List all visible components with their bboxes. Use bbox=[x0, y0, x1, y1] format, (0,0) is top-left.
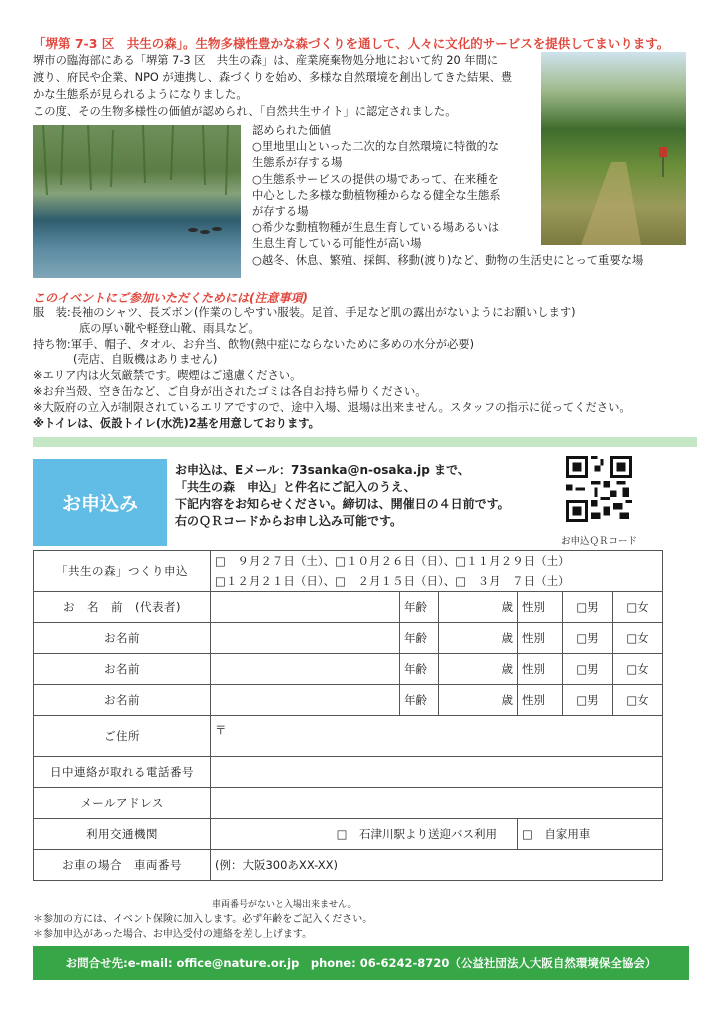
value-line: 生態系が存する場 bbox=[252, 156, 343, 170]
apply-line: 右のＱＲコードからお申し込み可能です。 bbox=[175, 514, 403, 528]
section-divider bbox=[33, 437, 697, 447]
notice-line: 底の厚い靴や軽登山靴、雨具など。 bbox=[79, 321, 260, 335]
participant-row bbox=[34, 654, 663, 685]
sex-label: 性別 bbox=[518, 592, 563, 623]
email-row bbox=[34, 788, 663, 819]
age-field[interactable]: 歳 bbox=[439, 592, 518, 623]
male-checkbox[interactable]: □男 bbox=[563, 685, 613, 716]
representative-row bbox=[34, 592, 663, 623]
apply-instructions bbox=[175, 462, 510, 530]
address-label: ご住所 bbox=[34, 716, 211, 757]
car-row bbox=[34, 850, 663, 881]
representative-label: お 名 前 (代表者) bbox=[34, 592, 211, 623]
bus-checkbox[interactable]: □ 石津川駅より送迎バス利用 bbox=[211, 819, 518, 850]
apply-line: 下記内容をお知らせください。締切は、開催日の４日前です。 bbox=[175, 497, 510, 511]
intro-line: 堺市の臨海部にある「堺第 7-3 区 共生の森」は、産業廃棄物処分地において約 20 年間に bbox=[33, 54, 499, 67]
phone-label: 日中連絡が取れる電話番号 bbox=[34, 757, 211, 788]
value-line: ○生態系サービスの提供の場であって、在来種を bbox=[252, 172, 499, 186]
name-field[interactable] bbox=[211, 623, 400, 654]
notice-line: 持ち物:軍手、帽子、タオル、お弁当、飲物(熱中症にならないために多めの水分が必要) bbox=[33, 337, 475, 351]
name-label: お名前 bbox=[34, 623, 211, 654]
female-checkbox[interactable]: □女 bbox=[613, 654, 663, 685]
note-line: ＊参加の方には、イベント保険に加入します。必ず年齢をご記入ください。 bbox=[33, 914, 373, 925]
value-line: 生息生育している可能性が高い場 bbox=[252, 237, 422, 251]
notice-line: ※エリア内は火気厳禁です。喫煙はご遠慮ください。 bbox=[33, 369, 302, 383]
pond-photo bbox=[33, 125, 241, 278]
age-field[interactable]: 歳 bbox=[439, 654, 518, 685]
car-footnote: 車両番号がないと入場出来ません。 bbox=[212, 900, 357, 910]
notice-line: ※お弁当殻、空き缶など、ご自身が出されたゴミは各自お持ち帰りください。 bbox=[33, 384, 427, 398]
age-label: 年齢 bbox=[400, 685, 439, 716]
age-label: 年齢 bbox=[400, 654, 439, 685]
recognized-values bbox=[252, 123, 682, 269]
male-checkbox[interactable]: □男 bbox=[563, 592, 613, 623]
application-notes bbox=[33, 912, 372, 942]
male-checkbox[interactable]: □男 bbox=[563, 623, 613, 654]
female-checkbox[interactable]: □女 bbox=[613, 623, 663, 654]
phone-row bbox=[34, 757, 663, 788]
transport-label: 利用交通機関 bbox=[34, 819, 211, 850]
email-label: メールアドレス bbox=[34, 788, 211, 819]
participant-row bbox=[34, 685, 663, 716]
address-row bbox=[34, 716, 663, 757]
values-heading: 認められた価値 bbox=[252, 124, 332, 137]
qr-caption: お申込ＱＲコード bbox=[561, 536, 638, 547]
sex-label: 性別 bbox=[518, 623, 563, 654]
phone-field[interactable] bbox=[211, 757, 663, 788]
value-line: ○越冬、休息、繁殖、採餌、移動(渡り)など、動物の生活史にとって重要な場 bbox=[252, 253, 644, 267]
notice-line: 服 装:長袖のシャツ、長ズボン(作業のしやすい服装。足首、手足など肌の露出がないようにお願いします) bbox=[33, 306, 576, 319]
transport-row bbox=[34, 819, 663, 850]
age-label: 年齢 bbox=[400, 623, 439, 654]
application-form bbox=[33, 550, 663, 881]
intro-line: 渡り、府民や企業、NPO が連携し、森づくりを始め、多様な自然環境を創出してきた結果、豊 bbox=[33, 71, 513, 84]
qr-code[interactable] bbox=[566, 456, 632, 522]
participant-row bbox=[34, 623, 663, 654]
value-line: が存する場 bbox=[252, 205, 309, 219]
notice-title: このイベントにご参加いただくためには(注意事項) bbox=[33, 291, 308, 305]
male-checkbox[interactable]: □男 bbox=[563, 654, 613, 685]
notice-list bbox=[33, 305, 703, 431]
event-label: 「共生の森」つくり申込 bbox=[34, 551, 211, 592]
age-label: 年齢 bbox=[400, 592, 439, 623]
name-field[interactable] bbox=[211, 654, 400, 685]
notice-line: ※大阪府の立入が制限されているエリアですので、途中入場、退場は出来ません。スタッフの指示に従ってください。 bbox=[33, 400, 631, 414]
date-option-line[interactable]: □１２月２１日（日）、□ ２月１５日（日）、□ ３月 ７日（土） bbox=[215, 574, 570, 588]
age-field[interactable]: 歳 bbox=[439, 623, 518, 654]
representative-name-field[interactable] bbox=[211, 592, 400, 623]
car-checkbox[interactable]: □ 自家用車 bbox=[518, 819, 663, 850]
sex-label: 性別 bbox=[518, 654, 563, 685]
apply-header: お申込み bbox=[33, 459, 167, 546]
intro-text bbox=[33, 52, 533, 120]
apply-line: お申込は、Eメール：73sanka@n-osaka.jp まで、 bbox=[175, 463, 470, 477]
female-checkbox[interactable]: □女 bbox=[613, 592, 663, 623]
contact-bar: お問合せ先:e-mail: office@nature.or.jp phone: 06-6242-8720（公益社団法人大阪自然環境保全協会） bbox=[33, 946, 689, 980]
email-field[interactable] bbox=[211, 788, 663, 819]
name-label: お名前 bbox=[34, 685, 211, 716]
apply-line: 「共生の森 申込」と件名にご記入のうえ、 bbox=[175, 480, 416, 494]
value-line: ○希少な動植物種が生息生育している場あるいは bbox=[252, 221, 500, 235]
address-field[interactable]: 〒 bbox=[211, 716, 663, 757]
name-field[interactable] bbox=[211, 685, 400, 716]
notice-line: ※トイレは、仮設トイレ(水洗)2基を用意しております。 bbox=[33, 416, 320, 430]
date-options[interactable] bbox=[211, 551, 663, 592]
age-field[interactable]: 歳 bbox=[439, 685, 518, 716]
sex-label: 性別 bbox=[518, 685, 563, 716]
date-option-line[interactable]: □ ９月２７日（土）、□１０月２６日（日）、□１１月２９日（土） bbox=[215, 554, 570, 568]
intro-line: この度、その生物多様性の価値が認められ、「自然共生サイト」に認定されました。 bbox=[33, 105, 457, 118]
event-row bbox=[34, 551, 663, 592]
value-line: ○里地里山といった二次的な自然環境に特徴的な bbox=[252, 140, 500, 154]
female-checkbox[interactable]: □女 bbox=[613, 685, 663, 716]
notice-line: (売店、自販機はありません) bbox=[73, 353, 218, 367]
page-title: 「堺第 7-3 区 共生の森」。生物多様性豊かな森づくりを通して、人々に文化的サービスを提供してまいります。 bbox=[33, 36, 670, 51]
car-number-field[interactable]: (例：大阪300あXX-XX) bbox=[211, 850, 663, 881]
name-label: お名前 bbox=[34, 654, 211, 685]
intro-line: かな生態系が見られるようになりました。 bbox=[33, 88, 248, 101]
note-line: ＊参加申込があった場合、お申込受付の連絡を差し上げます。 bbox=[33, 929, 313, 940]
value-line: 中心とした多様な動植物種からなる健全な生態系 bbox=[252, 188, 501, 202]
car-number-label: お車の場合 車両番号 bbox=[34, 850, 211, 881]
